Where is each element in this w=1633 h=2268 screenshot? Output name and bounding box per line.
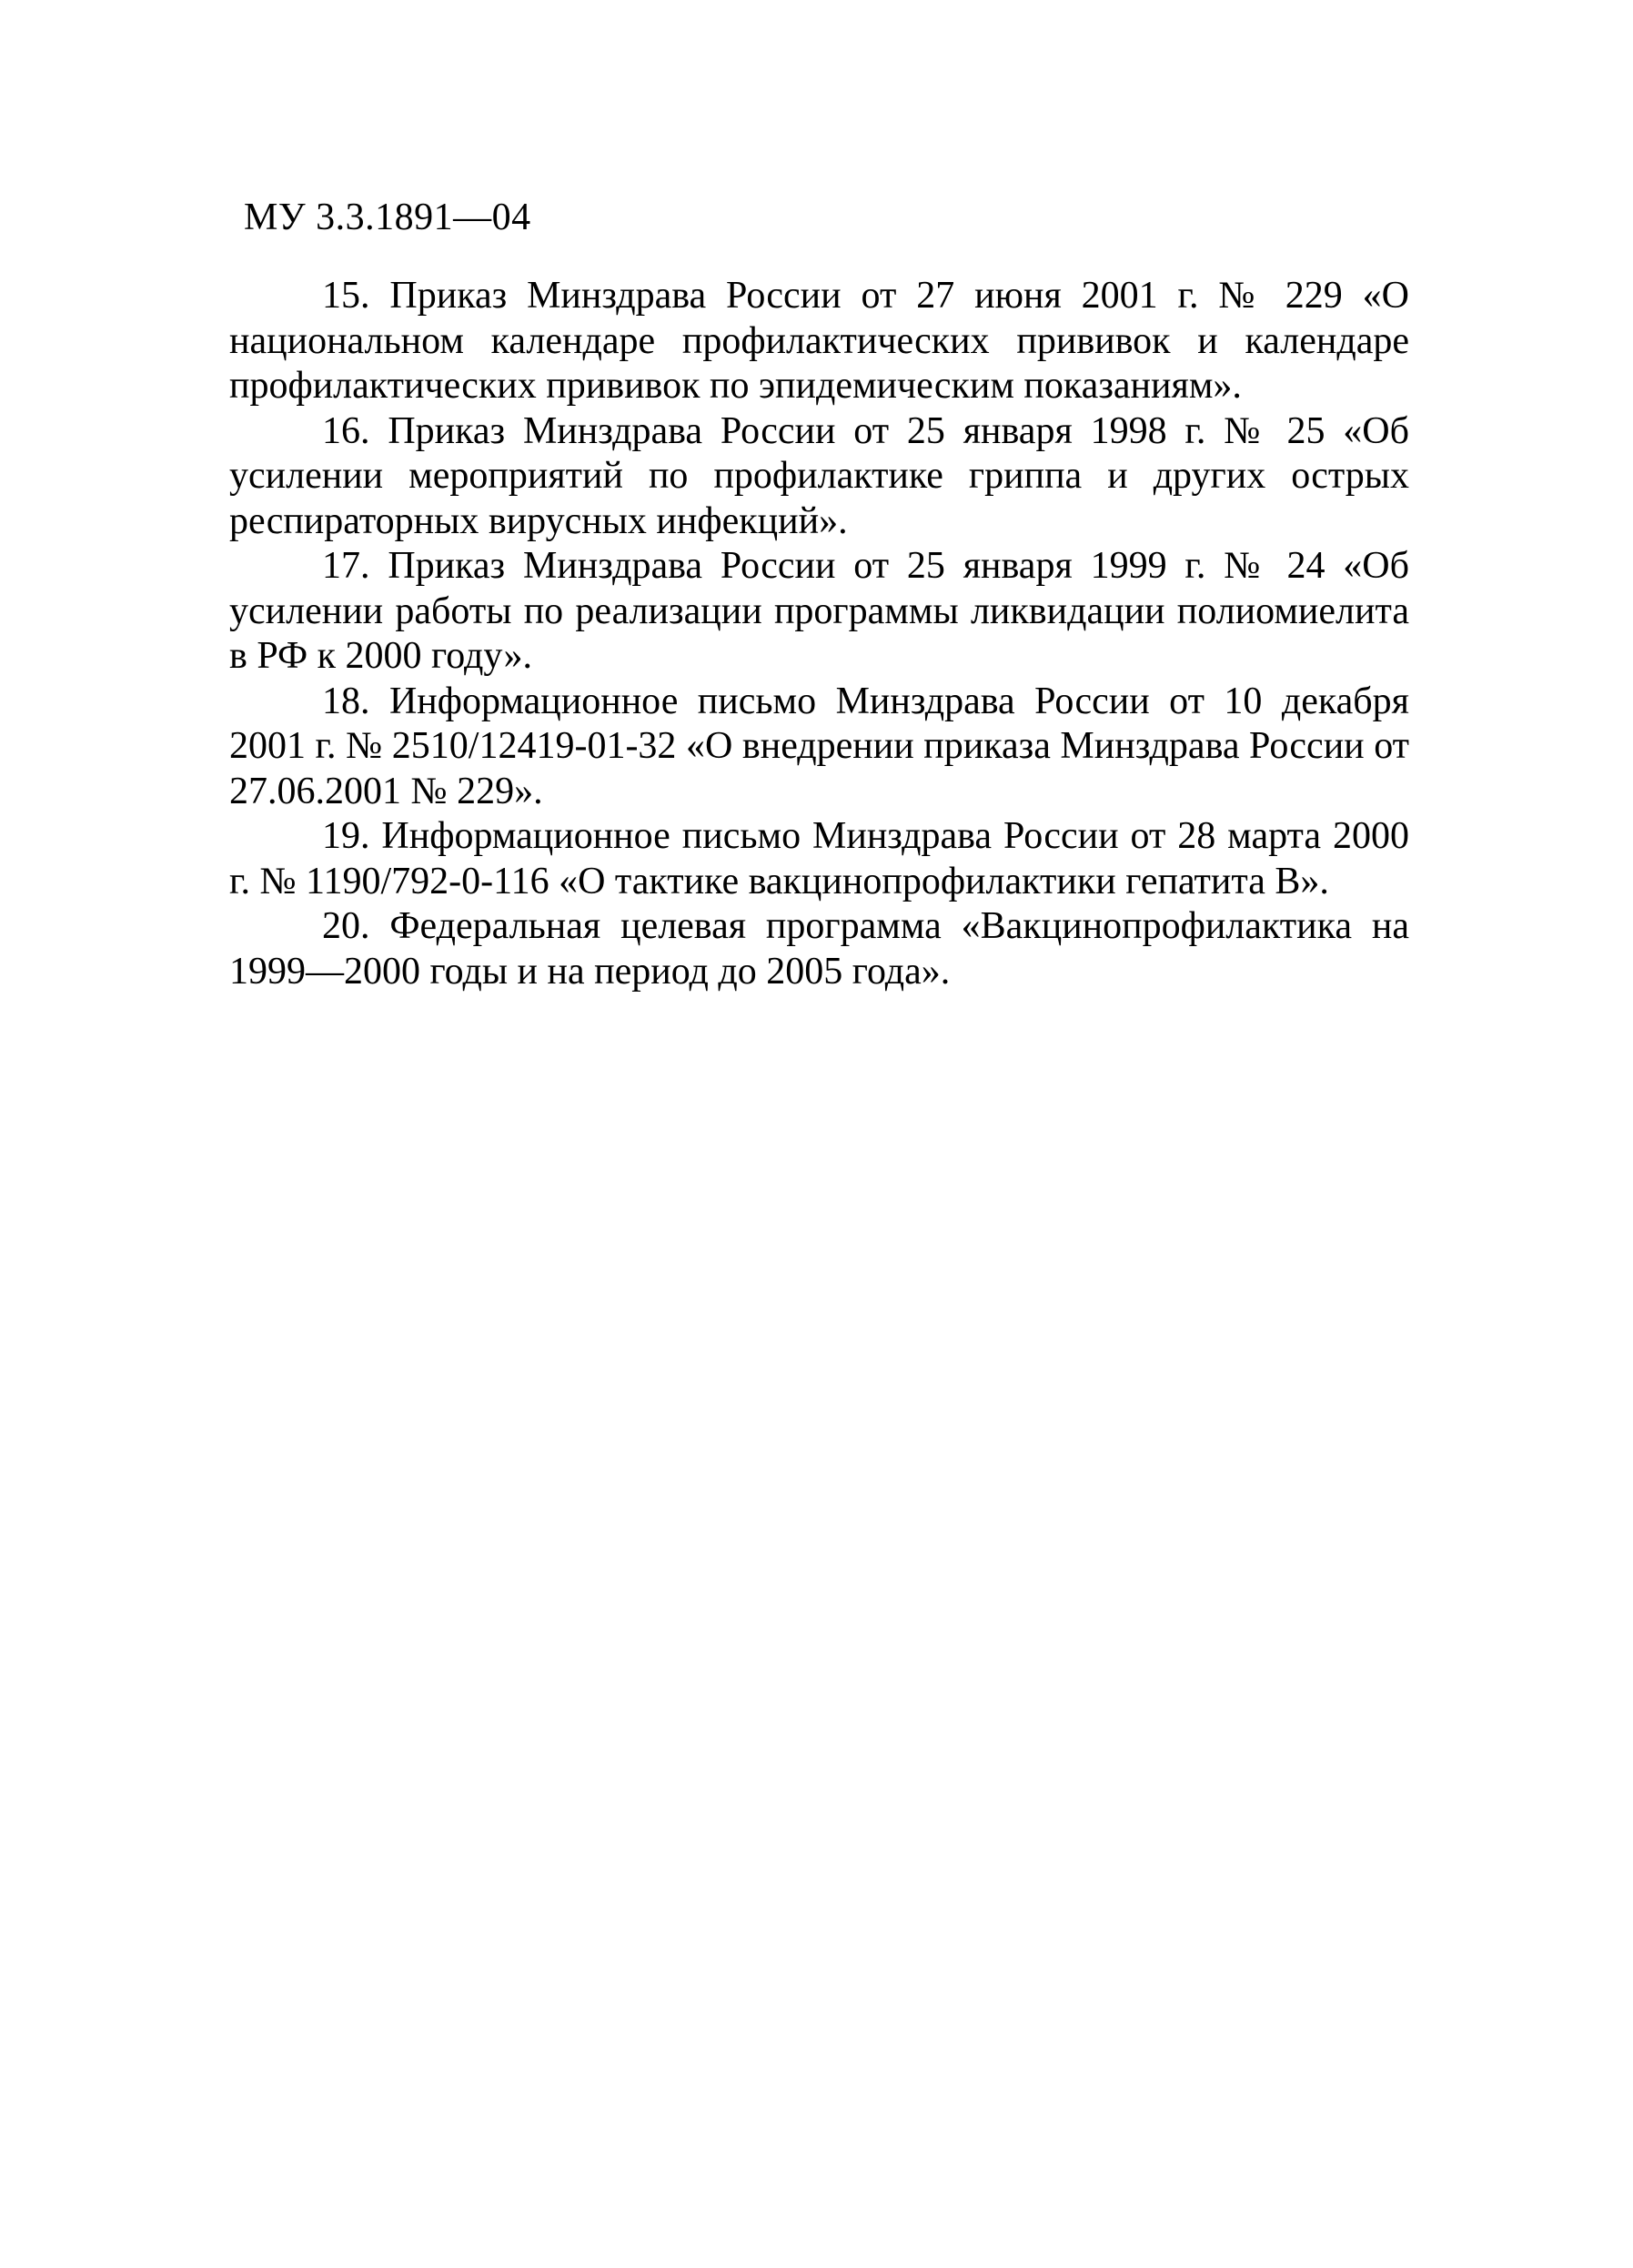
reference-item-17: 17. Приказ Минздрава России от 25 января 1999 г. № 24 «Об усилении работы по реализации программы ликвидации полиомиелита в РФ к 2000 году».	[229, 545, 1409, 677]
reference-item-16: 16. Приказ Минздрава России от 25 января 1998 г. № 25 «Об усилении мероприятий по профилактике гриппа и других острых респираторных вирусных инфекций».	[229, 409, 1409, 542]
reference-item-19: 19. Информационное письмо Минздрава России от 28 марта 2000 г. № 1190/792-0-116 «О тактике вакцинопрофилактики гепатита В».	[229, 815, 1409, 902]
reference-list	[229, 274, 1409, 994]
reference-item-15: 15. Приказ Минздрава России от 27 июня 2001 г. № 229 «О национальном календаре профилактических прививок и календаре профилактических прививок по эпидемическим показаниям».	[229, 275, 1409, 407]
reference-item-18: 18. Информационное письмо Минздрава России от 10 декабря 2001 г. № 2510/12419-01-32 «О внедрении приказа Минздрава России от 27.06.2001 № 229».	[229, 680, 1409, 812]
document-code-header: МУ 3.3.1891—04	[244, 197, 531, 238]
reference-item-20: 20. Федеральная целевая программа «Вакцинопрофилактика на 1999—2000 годы и на период до 2005 года».	[229, 905, 1409, 993]
